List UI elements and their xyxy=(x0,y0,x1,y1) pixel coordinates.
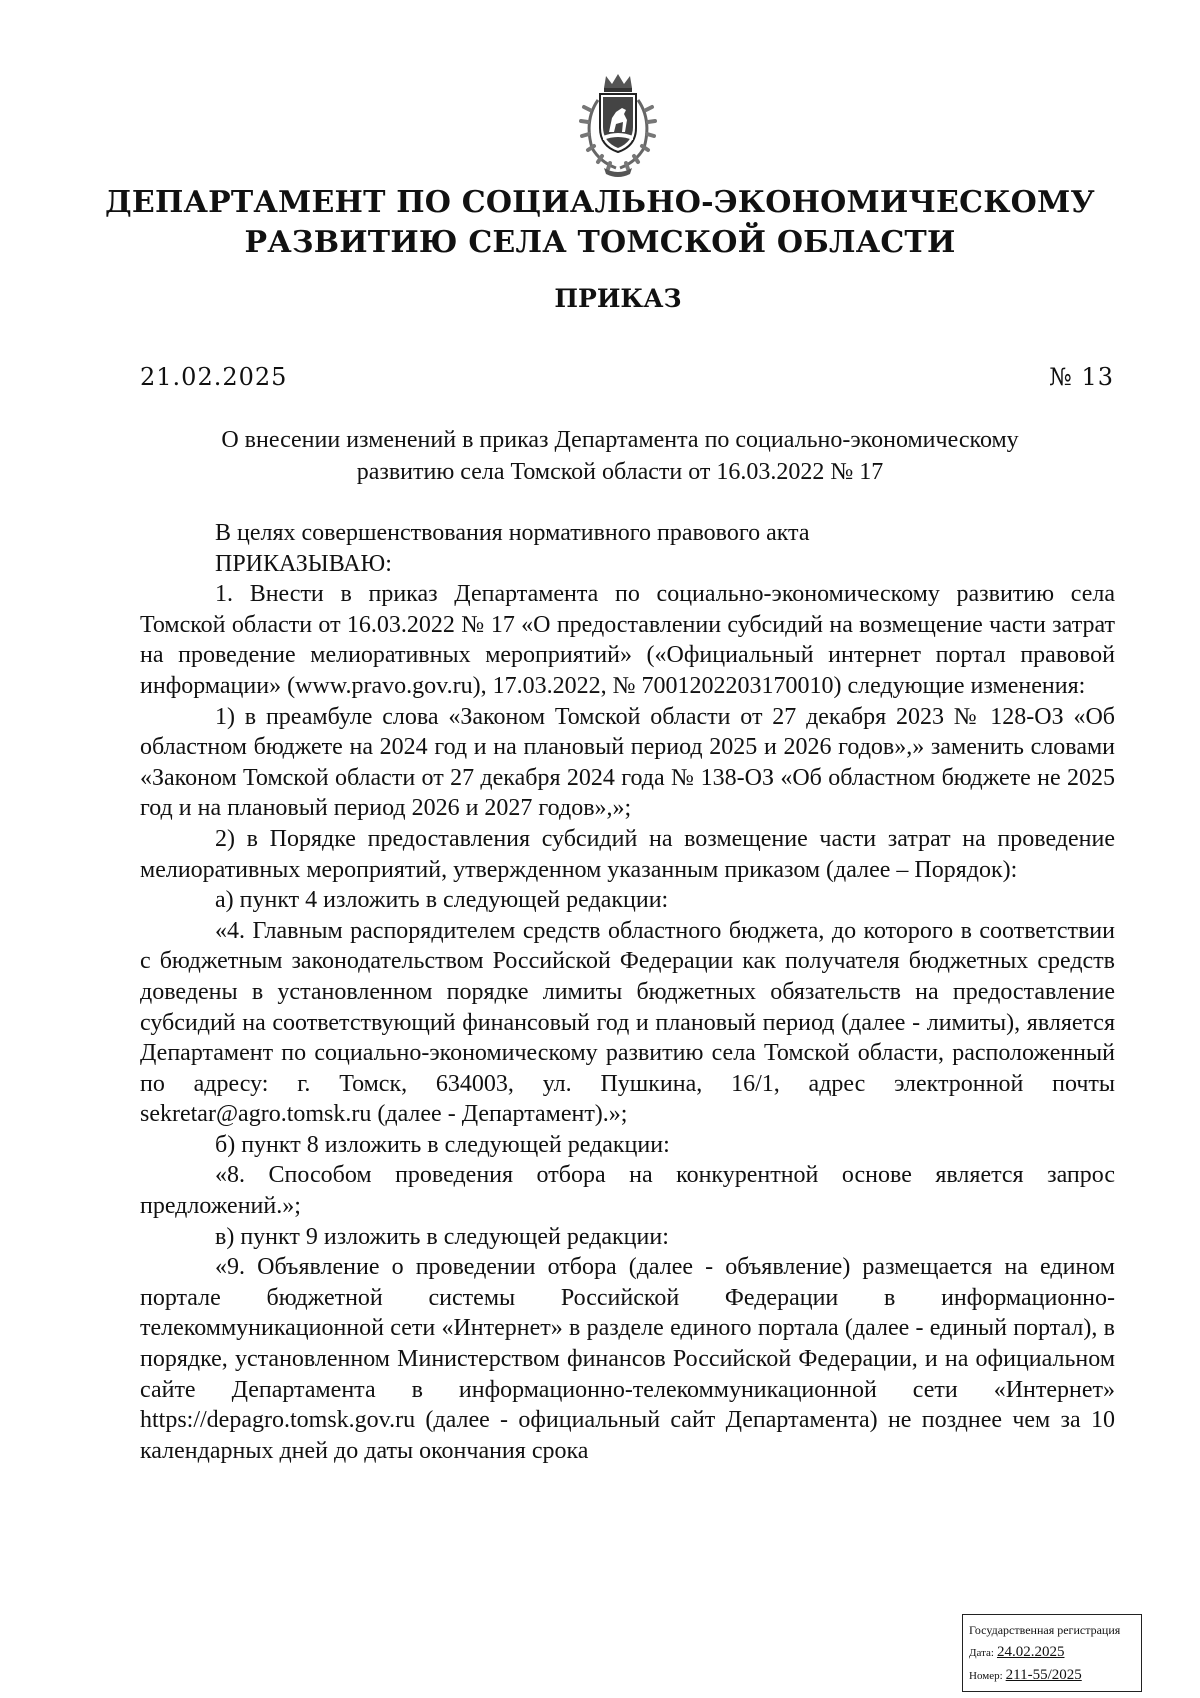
paragraph-subitem-2: 2) в Порядке предоставления субсидий на возмещение части затрат на проведение мелиоративных мероприятий, утвержденном указанным приказом (далее – Порядок): xyxy=(140,825,1115,883)
paragraph-clause-9: «9. Объявление о проведении отбора (далее - объявление) размещается на едином портале бюджетной системы Российской Федерации в информационно-телекоммуникационной сети «Интернет» в разделе единого портала (далее - единый портал), в порядке, установленном Министерством финансов Российской Федерации, и на официальном сайте Департамента в информационно-телекоммуникационной сети «Интернет» https://depagro.tomsk.gov.ru (далее - официальный сайт Департамента) не позднее чем за 10 календарных дней до даты окончания срока xyxy=(140,1254,1115,1464)
registration-date-label: Дата: xyxy=(969,1647,994,1659)
paragraph-point-a: а) пункт 4 изложить в следующей редакции: xyxy=(215,887,669,914)
order-date: 21.02.2025 xyxy=(140,363,288,391)
department-name-line1: ДЕПАРТАМЕНТ ПО СОЦИАЛЬНО-ЭКОНОМИЧЕСКОМУ xyxy=(105,185,1095,220)
registration-number-row xyxy=(969,1664,1135,1687)
paragraph-order-word: ПРИКАЗЫВАЮ: xyxy=(215,550,392,577)
registration-date-row xyxy=(969,1641,1135,1664)
order-number: № 13 xyxy=(1049,363,1114,391)
registration-number-label: Номер: xyxy=(969,1670,1003,1682)
paragraph-item-1: 1. Внести в приказ Департамента по социально-экономическому развитию села Томской области от 16.03.2022 № 17 «О предоставлении субсидий на возмещение части затрат на проведение мелиоративных мероприятий» («Официальный интернет портал правовой информации» (www.pravo.gov.ru), 17.03.2022, № 7001202203170010) следующие изменения: xyxy=(140,581,1115,699)
paragraph-point-b: б) пункт 8 изложить в следующей редакции: xyxy=(215,1131,670,1158)
paragraph-clause-4: «4. Главным распорядителем средств областного бюджета, до которого в соответствии с бюджетным законодательством Российской Федерации как получателя бюджетных средств доведены в установленном порядке лимиты бюджетных обязательств на предоставление субсидий на соответствующий финансовый год и плановый период (далее - лимиты), является Департамент по социально-экономическому развитию села Томской области, расположенный по адресу: г. Томск, 634003, ул. Пушкина, 16/1, адрес электронной почты sekretar@agro.tomsk.ru (далее - Департамент).»; xyxy=(140,917,1115,1128)
registration-stamp xyxy=(962,1614,1142,1692)
registration-number: 211-55/2025 xyxy=(1005,1667,1082,1683)
order-body xyxy=(140,518,1115,1466)
registration-title: Государственная регистрация xyxy=(969,1623,1121,1637)
paragraph-clause-8: «8. Способом проведения отбора на конкурентной основе является запрос предложений.»; xyxy=(140,1162,1115,1220)
paragraph-point-v: в) пункт 9 изложить в следующей редакции: xyxy=(215,1223,669,1250)
coat-of-arms-icon xyxy=(570,70,666,178)
order-subject-line1: О внесении изменений в приказ Департамента по социально-экономическому xyxy=(221,427,1019,453)
paragraph-purpose: В целях совершенствования нормативного правового акта xyxy=(215,520,810,546)
order-subject xyxy=(200,424,1040,488)
order-subject-line2: развитию села Томской области от 16.03.2022 № 17 xyxy=(356,459,884,485)
paragraph-subitem-1: 1) в преамбуле слова «Законом Томской области от 27 декабря 2023 № 128-ОЗ «Об областном бюджете на 2024 год и на плановый период 2025 и 2026 годов»,» заменить словами «Законом Томской области от 27 декабря 2024 года № 138-ОЗ «Об областном бюджете не 2025 год и на плановый период 2026 и 2027 годов»,»; xyxy=(140,703,1115,822)
department-name-line2: РАЗВИТИЮ СЕЛА ТОМСКОЙ ОБЛАСТИ xyxy=(244,225,956,260)
department-name xyxy=(0,183,1200,263)
registration-date: 24.02.2025 xyxy=(996,1644,1065,1660)
document-type: ПРИКАЗ xyxy=(554,284,682,313)
